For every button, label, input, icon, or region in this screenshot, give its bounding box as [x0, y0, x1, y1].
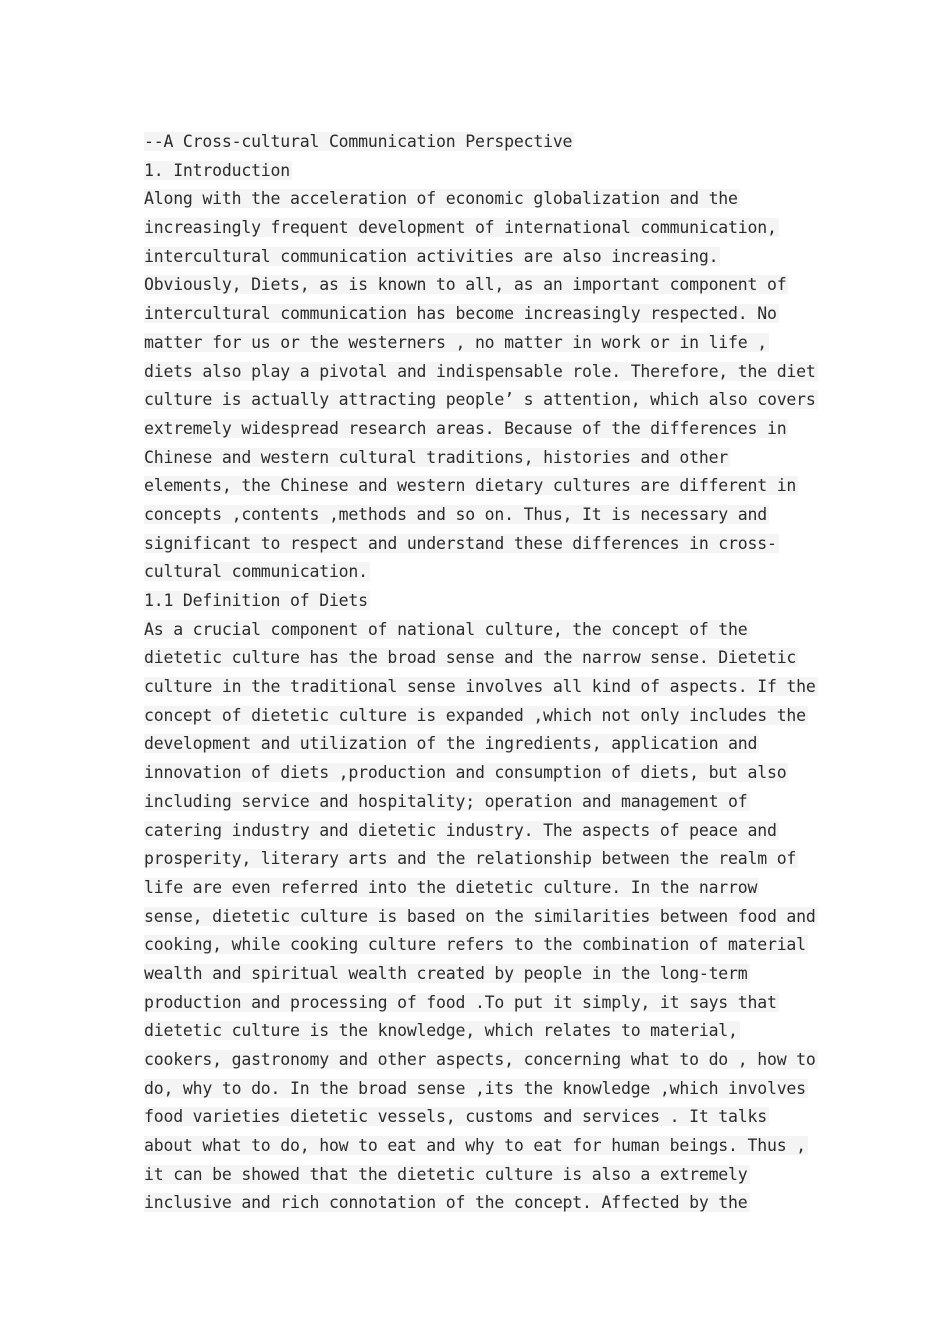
paragraph-line: innovation of diets ,production and consumption of diets, but also	[144, 763, 787, 783]
paragraph-line: including service and hospitality; operation and management of	[144, 791, 748, 811]
document-subtitle: --A Cross-cultural Communication Perspective	[144, 132, 573, 151]
paragraph-line: concepts ,contents ,methods and so on. Thus, It is necessary and	[144, 504, 767, 524]
paragraph-line: sense, dietetic culture is based on the similarities between food and	[144, 906, 816, 926]
paragraph-line: dietetic culture has the broad sense and the narrow sense. Dietetic	[144, 648, 797, 668]
paragraph-line: it can be showed that the dietetic culture is also a extremely	[144, 1164, 748, 1184]
paragraph-line: life are even referred into the dietetic culture. In the narrow	[144, 877, 758, 897]
section-heading-introduction: 1. Introduction	[144, 160, 291, 180]
paragraph-line: prosperity, literary arts and the relationship between the realm of	[144, 849, 797, 869]
paragraph-line: intercultural communication activities are also increasing.	[144, 246, 719, 266]
paragraph-line: Obviously, Diets, as is known to all, as an important component of	[144, 275, 787, 295]
paragraph-line: catering industry and dietetic industry. The aspects of peace and	[144, 820, 777, 840]
paragraph-line: extremely widespread research areas. Because of the differences in	[144, 418, 787, 438]
paragraph-line: intercultural communication has become increasingly respected. No	[144, 304, 777, 324]
paragraph-line: about what to do, how to eat and why to eat for human beings. Thus ,	[144, 1136, 806, 1156]
paragraph-line: significant to respect and understand these differences in cross-	[144, 533, 777, 553]
paragraph-line: development and utilization of the ingredients, application and	[144, 734, 758, 754]
paragraph-line: cultural communication.	[144, 562, 368, 582]
paragraph-line: diets also play a pivotal and indispensable role. Therefore, the diet	[144, 361, 816, 381]
paragraph-line: culture is actually attracting people’ s attention, which also covers	[144, 390, 816, 410]
document-body	[144, 128, 824, 1218]
paragraph-line: inclusive and rich connotation of the concept. Affected by the	[144, 1193, 748, 1213]
paragraph-line: elements, the Chinese and western dietary cultures are different in	[144, 476, 797, 496]
definition-paragraph	[144, 616, 824, 1218]
paragraph-line: food varieties dietetic vessels, customs and services . It talks	[144, 1107, 767, 1127]
paragraph-line: concept of dietetic culture is expanded ,which not only includes the	[144, 705, 806, 725]
introduction-paragraph	[144, 185, 824, 587]
paragraph-line: dietetic culture is the knowledge, which relates to material,	[144, 1021, 738, 1041]
paragraph-line: Chinese and western cultural traditions, histories and other	[144, 447, 729, 467]
paragraph-line: matter for us or the westerners , no matter in work or in life ,	[144, 332, 767, 352]
paragraph-line: As a crucial component of national culture, the concept of the	[144, 619, 748, 639]
paragraph-line: do, why to do. In the broad sense ,its the knowledge ,which involves	[144, 1078, 806, 1098]
paragraph-line: wealth and spiritual wealth created by people in the long-term	[144, 963, 748, 983]
section-heading-definition-of-diets: 1.1 Definition of Diets	[144, 591, 368, 610]
paragraph-line: cooking, while cooking culture refers to the combination of material	[144, 935, 806, 955]
paragraph-line: Along with the acceleration of economic globalization and the	[144, 189, 738, 209]
paragraph-line: increasingly frequent development of international communication,	[144, 218, 777, 238]
paragraph-line: cookers, gastronomy and other aspects, concerning what to do , how to	[144, 1050, 816, 1069]
paragraph-line: production and processing of food .To put it simply, it says that	[144, 992, 777, 1012]
paragraph-line: culture in the traditional sense involves all kind of aspects. If the	[144, 677, 816, 697]
